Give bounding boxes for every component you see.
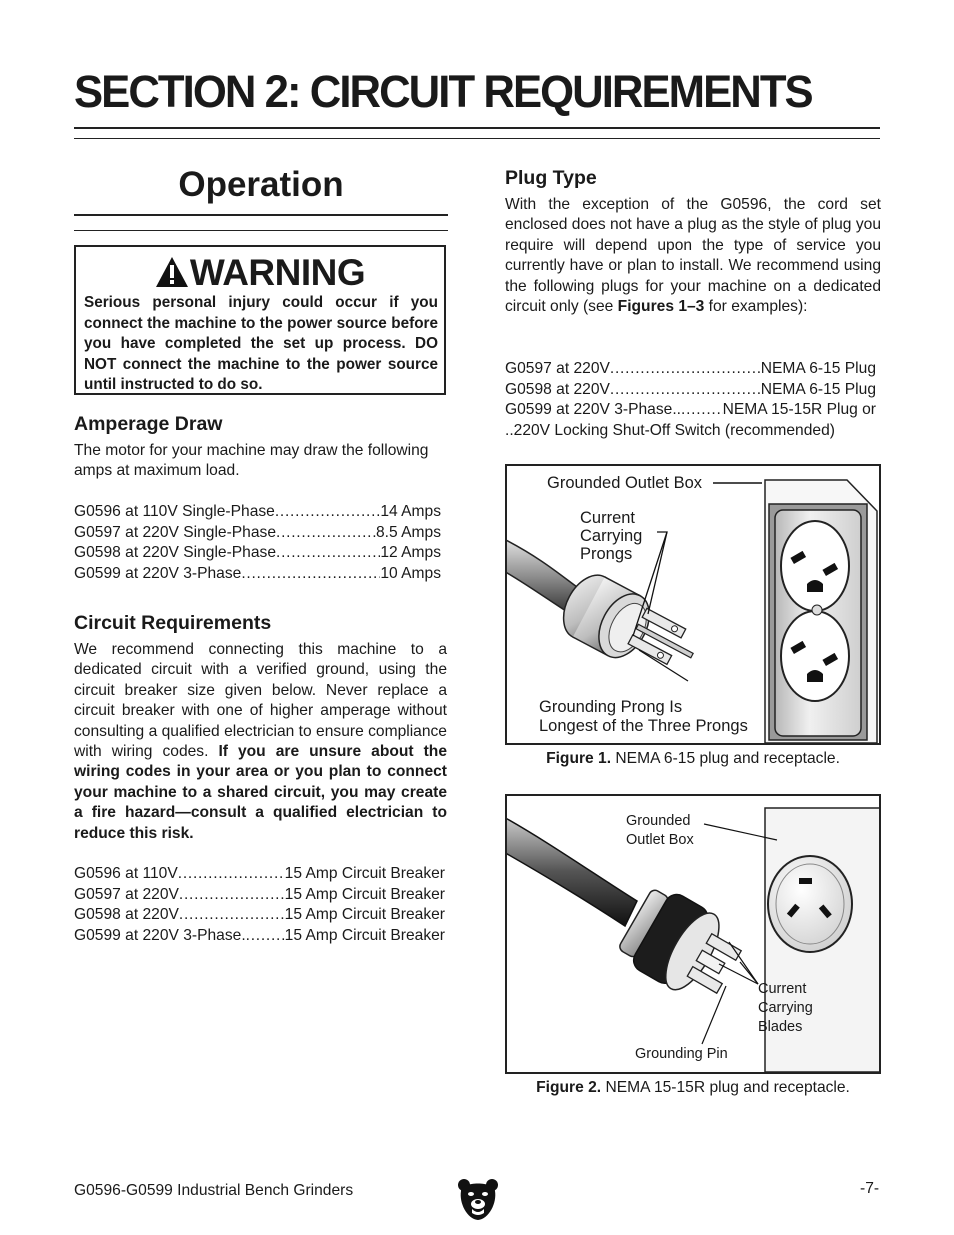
circuit-paragraph: We recommend connecting this machine to a dedicated circuit with a verified ground, using the circuit breaker size given below. Never replace a circuit breaker with one of higher amperage without consulting a qualified electrician to ensure compliance with wiring codes. If you are unsure about the wiring codes in your area or you plan to connect your machine to a shared circuit, you may create a fire hazard—consult a qualified electrician to reduce this risk. — [74, 641, 447, 842]
row-label: G0596 at 110V — [74, 865, 178, 882]
row-value: NEMA 6-15 Plug — [760, 380, 876, 398]
title-rule-thin — [74, 138, 880, 139]
row-label: G0599 at 220V 3-Phase.. — [505, 401, 681, 418]
title-rule — [74, 127, 880, 129]
warning-box — [74, 245, 446, 395]
row-label: G0596 at 110V Single-Phase — [74, 503, 275, 520]
amperage-heading: Amperage Draw — [74, 413, 223, 435]
warning-text: Serious personal injury could occur if you connect the machine to the power source before you have completed the set up process. DO NOT connect the machine to the power source until instructed to do so. — [84, 294, 438, 393]
fig2-label-outlet-2: Outlet Box — [626, 832, 694, 848]
plug-list — [505, 359, 876, 421]
figure-2 — [505, 794, 881, 1074]
leader-dots — [179, 905, 285, 926]
plug-heading: Plug Type — [505, 167, 597, 189]
fig1-label-ground-1: Grounding Prong Is — [539, 698, 683, 716]
amperage-intro: The motor for your machine may draw the following amps at maximum load. — [74, 442, 429, 480]
list-row — [74, 523, 441, 544]
figure-2-caption: Figure 2. NEMA 15-15R plug and receptacle. — [536, 1079, 850, 1096]
figure-1-caption: Figure 1. NEMA 6-15 plug and receptacle. — [546, 750, 840, 767]
section-title: SECTION 2: CIRCUIT REQUIREMENTS — [74, 66, 812, 117]
footer-title: G0596-G0599 Industrial Bench Grinders — [74, 1182, 354, 1199]
list-row — [74, 885, 445, 906]
fig2-label-pin: Grounding Pin — [635, 1046, 728, 1062]
row-value: 15 Amp Circuit Breaker — [284, 885, 445, 903]
fig1-label-prongs-1: Current — [580, 509, 636, 527]
list-row — [505, 359, 876, 380]
row-label: G0599 at 220V 3-Phase. — [74, 926, 246, 944]
leader-dots — [276, 543, 380, 564]
row-label: G0597 at 220V — [505, 360, 610, 377]
row-value: NEMA 6-15 Plug — [760, 360, 876, 377]
leader-dots — [610, 380, 761, 401]
leader-dots — [610, 359, 761, 380]
row-value: 12 Amps — [380, 544, 441, 561]
grizzly-bear-logo-icon — [457, 1177, 499, 1221]
row-label: G0597 at 220V Single-Phase — [74, 523, 276, 541]
operation-rule-thin — [74, 230, 448, 231]
plug-paragraph: With the exception of the G0596, the cord set enclosed does not have a plug as the style of plug you require will depend upon the type of service you currently have or plan to install. We recommend using the following plugs for your machine on a dedicated circuit only (see Figures 1–3 for examples): — [505, 196, 881, 316]
leader-dots — [178, 864, 285, 885]
amperage-list — [74, 502, 441, 584]
list-row — [74, 543, 441, 564]
list-row — [505, 380, 876, 401]
leader-dots — [241, 564, 380, 585]
warning-triangle-icon — [155, 256, 189, 288]
circuit-breaker-list — [74, 864, 445, 946]
row-label: G0598 at 220V — [505, 380, 610, 398]
fig1-label-ground-2: Longest of the Three Prongs — [539, 717, 748, 735]
page-number: -7- — [860, 1180, 880, 1197]
row-value: 15 Amp Circuit Breaker — [284, 926, 445, 944]
list-row — [505, 400, 876, 421]
operation-rule — [74, 214, 448, 216]
circuit-heading: Circuit Requirements — [74, 612, 272, 634]
row-label: G0597 at 220V — [74, 885, 179, 903]
plug-list-extra: ..220V Locking Shut-Off Switch (recommended) — [505, 422, 835, 439]
circuit-warning-bold: If you are unsure about the wiring codes in your area or you plan to connect your machine to a shared circuit, you may create a fire hazard—consult a qualified electrician to reduce this risk. — [74, 743, 447, 842]
row-value: 15 Amp Circuit Breaker — [284, 906, 445, 923]
row-value: 8.5 Amps — [375, 523, 441, 541]
row-label: G0598 at 220V — [74, 906, 179, 923]
leader-dots — [275, 502, 380, 523]
figure-1 — [505, 464, 881, 745]
list-row — [74, 864, 445, 885]
row-label: G0599 at 220V 3-Phase — [74, 564, 242, 582]
operation-title: Operation — [178, 165, 344, 204]
fig1-label-outlet-box: Grounded Outlet Box — [547, 474, 703, 492]
list-row — [74, 564, 441, 585]
row-value: 14 Amps — [380, 503, 441, 520]
fig1-label-prongs-3: Prongs — [580, 545, 633, 563]
leader-dots — [246, 926, 285, 947]
row-value: NEMA 15-15R Plug or — [722, 401, 876, 418]
warning-heading: WARNING — [76, 252, 444, 294]
list-row — [74, 926, 445, 947]
row-label: G0598 at 220V Single-Phase — [74, 544, 276, 561]
leader-dots — [179, 885, 285, 906]
leader-dots — [276, 523, 376, 544]
fig2-label-blades-3: Blades — [758, 1019, 803, 1035]
row-value: 10 Amps — [380, 564, 441, 582]
list-row — [74, 502, 441, 523]
fig2-label-outlet-1: Grounded — [626, 813, 691, 829]
fig2-label-blades-1: Current — [758, 981, 807, 997]
fig2-label-blades-2: Carrying — [758, 1000, 813, 1016]
fig1-label-prongs-2: Carrying — [580, 527, 643, 545]
list-row — [74, 905, 445, 926]
leader-dots — [681, 400, 723, 421]
row-value: 15 Amp Circuit Breaker — [284, 865, 445, 882]
